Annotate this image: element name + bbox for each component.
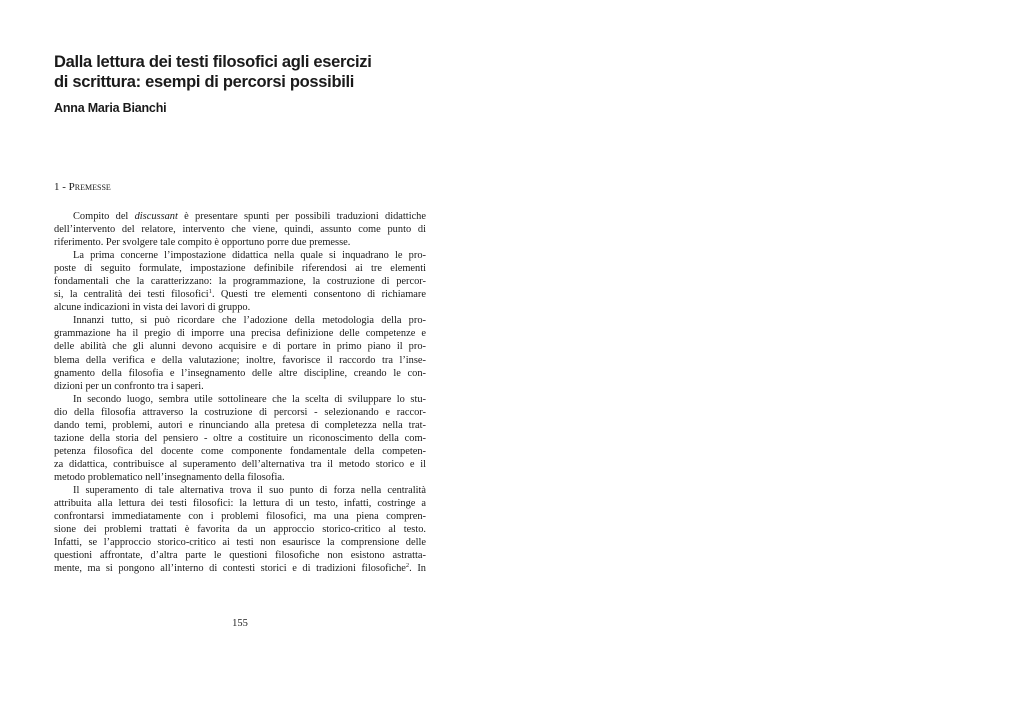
text-line: La prima concerne l’impostazione didattica nella quale si inquadrano le pro- (73, 250, 426, 262)
paragraph (54, 210, 426, 249)
paragraph (54, 393, 426, 484)
text-line: alcune indicazioni in vista dei lavori di gruppo. (54, 302, 251, 314)
text-line (54, 562, 426, 575)
text-line: za didattica, contribuisce al superamento dell’alternativa tra il metodo storico e il (54, 458, 426, 470)
text-line: sione dei problemi trattati è favorita da un approccio storico-critico al testo. (54, 524, 426, 536)
text-line: delle abilità che gli alunni devono acquisire e di portare in primo piano il pro- (54, 341, 426, 353)
text-line: blema della verifica e della valutazione; inoltre, favorisce il raccordo tra l’inse- (54, 354, 426, 366)
text-line: poste di seguito formulate, impostazione definibile riferendosi ai tre elementi (54, 263, 426, 275)
text-line: Innanzi tutto, si può ricordare che l’adozione della metodologia della pro- (73, 315, 426, 327)
footnote-ref[interactable]: 1 (208, 288, 212, 296)
text-line: dando temi, problemi, autori e rinunciando alla pretesa di completezza nella trat- (54, 419, 426, 431)
text-fragment: . In (409, 563, 426, 575)
text-line: gnamento della filosofia e l’insegnamento delle altre discipline, creando le con- (54, 367, 426, 379)
text-line: petenza filosofica del docente come componente fondamentale della competen- (54, 445, 426, 457)
text-fragment: mente, ma si pongono all’interno di contesti storici e di tradizioni filosofiche (54, 563, 406, 575)
paragraph (54, 484, 426, 575)
text-fragment: si, la centralità dei testi filosofici (54, 289, 209, 301)
article-author: Anna Maria Bianchi (54, 101, 167, 115)
text-fragment: è presentare spunti per possibili traduzioni didattiche (177, 211, 426, 222)
text-fragment: . Questi tre elementi consentono di richiamare (211, 289, 426, 301)
text-line: In secondo luogo, sembra utile sottolineare che la scelta di sviluppare lo stu- (73, 393, 426, 405)
text-line: attribuita alla lettura dei testi filosofici: la lettura di un testo, infatti, costringe a (54, 498, 426, 510)
text-line: fondamentali che la caratterizzano: la programmazione, la costruzione di percor- (54, 276, 426, 288)
text-line: dio della filosofia attraverso la costruzione di percorsi - selezionando e raccor- (54, 406, 426, 418)
text-line (54, 288, 426, 301)
footnote-ref[interactable]: 2 (405, 562, 410, 570)
text-line: confrontarsi immediatamente con i problemi filosofici, ma una piena compren- (54, 511, 426, 523)
text-line: Il superamento di tale alternativa trova il suo punto di forza nella centralità (73, 484, 426, 496)
body-text (54, 210, 426, 575)
text-line: metodo problematico nell’insegnamento della filosofia. (54, 471, 285, 483)
article-title-line: Dalla lettura dei testi filosofici agli esercizi (54, 53, 372, 71)
paragraph (54, 314, 426, 392)
text-line: Infatti, se l’approccio storico-critico ai testi non esaurisce la comprensione delle (54, 537, 426, 549)
text-line: tazione della storia del pensiero - oltre a costituire un riconoscimento della com- (54, 432, 426, 444)
text-line: riferimento. Per svolgere tale compito è opportuno porre due premesse. (54, 237, 351, 249)
text-line: questioni affrontate, d’altra parte le questioni filosofiche non esistono astratta- (54, 550, 426, 562)
italic-term: discussant (134, 211, 178, 222)
text-line: dizioni per un confronto tra i saperi. (54, 380, 204, 392)
text-line: grammazione ha il pregio di imporre una precisa definizione delle competenze e (54, 328, 426, 340)
article-title-line: di scrittura: esempi di percorsi possibili (54, 73, 355, 91)
text-line: dell’intervento del relatore, intervento che viene, quindi, assunto come punto di (54, 224, 426, 236)
paragraph (54, 249, 426, 314)
section-heading (54, 181, 111, 193)
page-number: 155 (232, 618, 248, 629)
text-line (54, 210, 426, 223)
article-title (54, 52, 474, 92)
section-title: Premesse (68, 181, 111, 193)
text-fragment: Compito del (73, 211, 135, 222)
section-number: 1 - (54, 181, 69, 193)
